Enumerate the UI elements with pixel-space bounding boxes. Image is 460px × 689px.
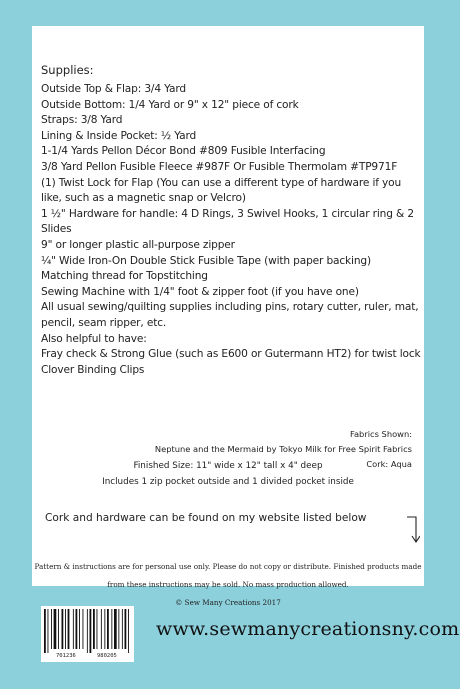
- usage-terms: Pattern & instructions are for personal use only. Please do not copy or distribute. Finished products made: [34, 562, 422, 571]
- supply-item: Lining & Inside Pocket: ½ Yard: [41, 129, 197, 142]
- barcode-bar: [51, 609, 52, 649]
- website-note: Cork and hardware can be found on my website listed below: [45, 512, 367, 524]
- barcode-bar: [48, 609, 49, 653]
- barcode-bar: [58, 609, 59, 649]
- supplies-list: [41, 82, 421, 378]
- barcode-bars-icon: [41, 606, 134, 653]
- barcode-bar: [68, 609, 70, 649]
- barcode-bar: [90, 609, 92, 653]
- barcode-bar: [107, 609, 109, 649]
- barcode-bar: [128, 609, 129, 653]
- barcode-bar: [83, 609, 84, 649]
- barcode-bar: [87, 609, 88, 653]
- barcode-bar: [104, 609, 105, 649]
- fabrics-heading: Fabrics Shown:: [349, 429, 412, 439]
- barcode-bar: [79, 609, 80, 649]
- supply-item: Fray check & Strong Glue (such as E600 or Gutermann HT2) for twist lock: [41, 348, 421, 361]
- supply-item: Slides: [41, 223, 72, 236]
- fabrics-line: Neptune and the Mermaid by Tokyo Milk for Free Spirit Fabrics: [154, 444, 412, 454]
- supply-item: (1) Twist Lock for Flap (You can use a different type of hardware if you: [41, 176, 402, 189]
- supply-item: ¼" Wide Iron-On Double Stick Fusible Tape (with paper backing): [41, 254, 371, 267]
- supply-item: 1 ½" Hardware for handle: 4 D Rings, 3 Swivel Hooks, 1 circular ring & 2: [41, 207, 414, 220]
- barcode-right-digits: 980205: [97, 653, 117, 659]
- supply-item: 3/8 Yard Pellon Fusible Fleece #987F Or Fusible Thermolam #TP971F: [41, 160, 398, 173]
- cork-color-line: Cork: Aqua: [366, 459, 412, 469]
- barcode-bar: [118, 609, 119, 649]
- supply-item: Straps: 3/8 Yard: [41, 114, 123, 127]
- supplies-heading: Supplies:: [41, 63, 94, 77]
- supply-item: All usual sewing/quilting supplies including pins, rotary cutter, ruler, mat,: [41, 301, 419, 314]
- supply-item: 1-1/4 Yards Pellon Décor Bond #809 Fusible Interfacing: [41, 145, 326, 158]
- barcode-left-digits: 701236: [56, 653, 76, 659]
- supply-item: Clover Binding Clips: [41, 363, 145, 376]
- barcode-bar: [97, 609, 98, 649]
- finished-size-block: [32, 458, 424, 490]
- barcode-bar: [101, 609, 102, 649]
- supply-item: Outside Bottom: 1/4 Yard or 9" x 12" piece of cork: [41, 98, 299, 111]
- website-url[interactable]: www.sewmanycreationsny.com: [156, 618, 460, 640]
- barcode-bar: [44, 609, 46, 653]
- usage-terms-cont: from these instructions may be sold. No mass production allowed.: [107, 580, 349, 589]
- pockets-note: Includes 1 zip pocket outside and 1 divided pocket inside: [102, 477, 354, 487]
- arrow-down-icon: [406, 515, 420, 545]
- barcode-bar: [73, 609, 74, 649]
- barcode-bar: [76, 609, 78, 649]
- supply-item: Outside Top & Flap: 3/4 Yard: [41, 83, 186, 95]
- finished-size: Finished Size: 11" wide x 12" tall x 4" deep: [133, 461, 323, 471]
- barcode-bar: [65, 609, 66, 649]
- barcode-bar: [62, 609, 64, 649]
- supply-item: Matching thread for Topstitching: [41, 270, 208, 283]
- barcode: [41, 606, 134, 662]
- pattern-back-sheet: [32, 26, 424, 607]
- copyright-notice: [32, 558, 424, 612]
- supply-item: 9" or longer plastic all-purpose zipper: [41, 238, 235, 251]
- supply-item: like, such as a magnetic snap or Velcro): [41, 192, 246, 205]
- supply-item: Also helpful to have:: [41, 332, 147, 345]
- barcode-bar: [54, 609, 57, 649]
- barcode-bar: [125, 609, 127, 649]
- copyright-line: © Sew Many Creations 2017: [175, 598, 281, 607]
- barcode-bar: [111, 609, 112, 649]
- barcode-bar: [114, 609, 117, 649]
- supply-item: Sewing Machine with 1/4" foot & zipper foot (if you have one): [41, 285, 359, 298]
- barcode-bar: [93, 609, 95, 649]
- barcode-bar: [122, 609, 123, 649]
- supply-item: pencil, seam ripper, etc.: [41, 316, 167, 329]
